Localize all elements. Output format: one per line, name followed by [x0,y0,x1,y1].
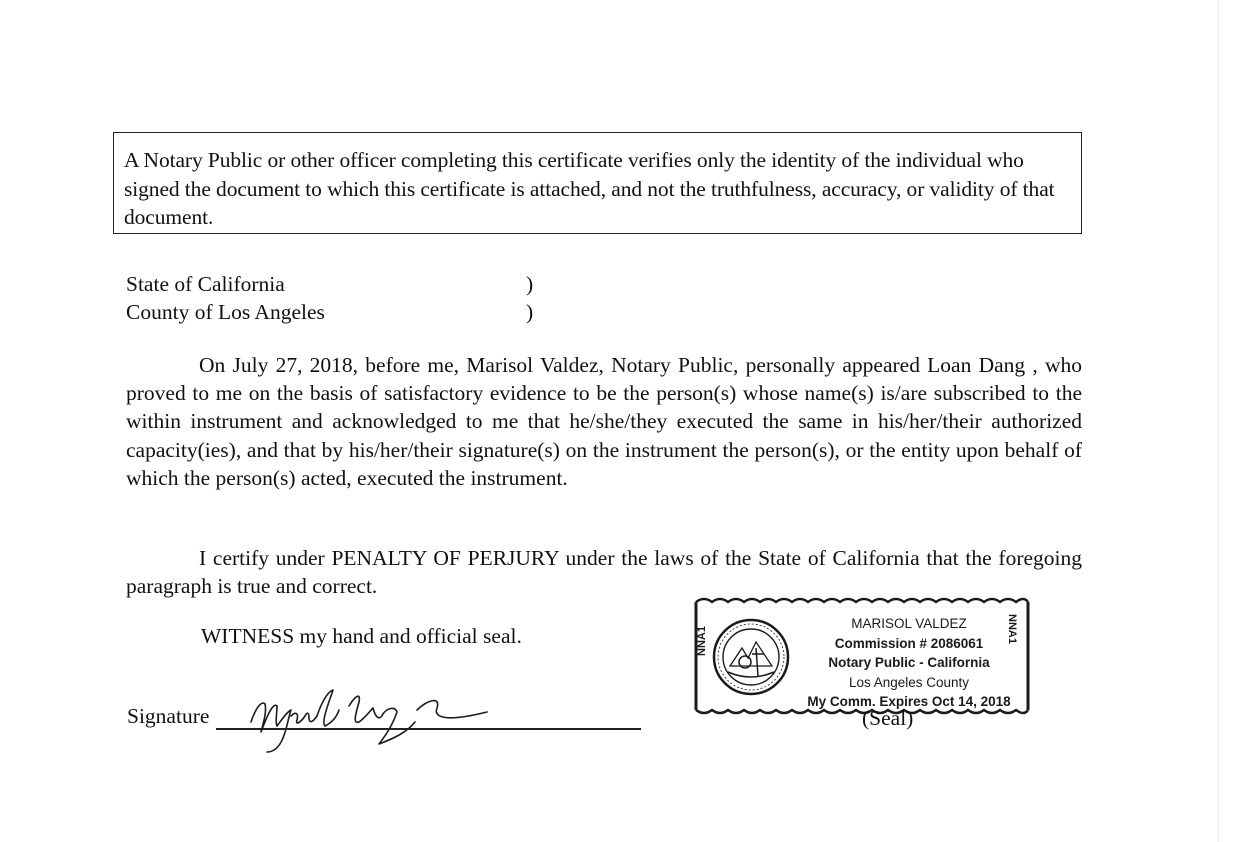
venue-bracket: ) [526,300,534,324]
seal-label: (Seal) [862,706,914,730]
acknowledgment-paragraph [126,351,1082,492]
stamp-text-block [796,614,1022,712]
stamp-side-id-right: NNA1 [1006,614,1018,644]
great-seal-of-california-icon [712,618,790,696]
signature-block [127,682,647,752]
handwritten-signature [237,682,537,754]
venue-state: State of California [126,272,285,296]
certification-text: I certify under PENALTY OF PERJURY under the laws of the State of California that the foregoing paragraph is true and correct. [126,546,1082,599]
stamp-expiration: My Comm. Expires Oct 14, 2018 [807,694,1011,709]
venue-state-row [126,270,533,298]
signature-label: Signature [127,704,210,728]
venue-block [126,270,533,326]
disclaimer-box [113,132,1082,234]
stamp-commission: Commission # 2086061 [834,635,984,651]
acknowledgment-text: On July 27, 2018, before me, Marisol Valdez, Notary Public, personally appeared Loan Dang , who proved to me on the basis of satisfactory evidence to be the person(s) whose name(s) is/are subscribed to the within instrument and acknowledged to me that he/she/they executed the same in his/her/their authorized capacity(ies), and that by his/her/their signature(s) on the instrument the person(s), or the entity upon behalf of which the person(s) acted, executed the instrument. [126,353,1082,490]
venue-county-row [126,298,533,326]
page-edge-divider [1218,0,1219,842]
stamp-notary-name: MARISOL VALDEZ [851,616,967,631]
stamp-side-id-left: NNA1 [696,626,708,656]
stamp-inner [696,604,1024,709]
stamp-county: Los Angeles County [848,674,970,690]
certification-paragraph [126,544,1082,600]
disclaimer-text: A Notary Public or other officer completing this certificate verifies only the identity of the individual who signed the document to which this certificate is attached, and not the truthfulness, accuracy, or validity of that document. [124,148,1055,229]
stamp-title: Notary Public - California [828,655,990,670]
witness-statement: WITNESS my hand and official seal. [201,624,522,648]
notary-stamp [690,594,1034,718]
venue-county: County of Los Angeles [126,300,325,324]
venue-bracket: ) [526,272,534,296]
